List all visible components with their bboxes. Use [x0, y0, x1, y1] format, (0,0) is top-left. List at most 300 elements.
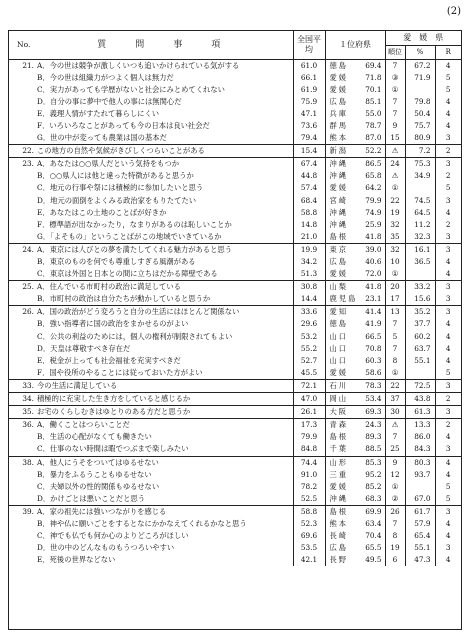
ehime-r: 3: [435, 281, 461, 294]
national-average: 44.8: [293, 170, 325, 182]
ehime-rank: 25: [385, 443, 405, 456]
table-row: [9, 281, 461, 294]
header-ehime: 愛 媛 県: [385, 31, 461, 45]
first-prefecture: 東京: [325, 243, 361, 256]
national-average: 74.4: [293, 456, 325, 469]
header-r: R: [435, 45, 461, 59]
row-number: [9, 207, 35, 219]
first-prefecture: 石川: [325, 379, 361, 392]
question-text: 今の生活に満足している: [35, 379, 293, 392]
ehime-rank: ⚠: [385, 145, 405, 158]
first-prefecture-value: 70.8: [361, 343, 385, 355]
question-text: G．世の中が変っても農業は国の基本だ: [35, 132, 293, 145]
first-prefecture: 愛媛: [329, 481, 349, 491]
table-row: [9, 355, 461, 367]
table-row: [9, 219, 461, 231]
ehime-r: 4: [445, 432, 451, 442]
question-text: B．神や仏に願いごとをするとなにかかなえてくれるかなと思う: [35, 518, 293, 530]
first-prefecture-value: 49.5: [361, 554, 385, 566]
first-prefecture-value: 78.3: [361, 379, 385, 392]
first-prefecture-value: 69.3: [361, 406, 385, 419]
question-text: G．「よそもの」ということばがこの地域でいきているか: [35, 231, 293, 244]
question-text: B．○○県人には他と違った特徴があると思うか: [35, 170, 293, 182]
table-row: [9, 406, 461, 419]
table-row: [9, 231, 461, 244]
table-row: [9, 481, 461, 493]
first-prefecture: 沖縄: [329, 493, 349, 503]
ehime-rank: 22: [385, 195, 405, 207]
first-prefecture: 徳島: [325, 59, 361, 72]
ehime-percent: 34.9: [405, 170, 435, 182]
ehime-percent: 16.1: [405, 243, 435, 256]
first-prefecture-value: 78.7: [361, 120, 385, 132]
row-number: [9, 493, 35, 506]
row-number: 22.: [9, 145, 35, 158]
table-row: [9, 542, 461, 554]
first-prefecture: 千葉: [329, 444, 349, 454]
ehime-percent: [405, 481, 435, 493]
table-row: [9, 331, 461, 343]
ehime-r: 3: [445, 543, 451, 553]
national-average: 51.3: [293, 268, 325, 281]
ehime-rank: 20: [385, 281, 405, 294]
question-text: C．仕事のない時間は暇でつぶまで楽しみたい: [35, 443, 293, 456]
question-text: E．義理人情がすたれて暮らしにくい: [35, 108, 293, 120]
first-prefecture-value: 65.8: [361, 170, 385, 182]
header-question: 質 問 事 項: [35, 31, 293, 59]
ehime-rank: ⚠: [385, 419, 405, 432]
ehime-r: 4: [435, 456, 461, 469]
header-first-prefecture: １位府県: [325, 31, 385, 59]
first-prefecture-value: 25.9: [361, 219, 385, 231]
ehime-percent: 61.7: [405, 505, 435, 518]
table-row: [9, 170, 461, 182]
ehime-rank: 7: [385, 431, 405, 443]
question-text: A．今の世は競争が激しくいつも追いかけられている気がする: [35, 59, 293, 72]
first-prefecture: 愛媛: [329, 367, 349, 377]
first-prefecture-value: 86.5: [361, 158, 385, 171]
ehime-r: 4: [445, 469, 451, 479]
table-row: [9, 207, 461, 219]
first-prefecture-value: 71.8: [361, 72, 385, 84]
ehime-rank: 13: [385, 306, 405, 319]
first-prefecture: 島根: [329, 432, 349, 442]
first-prefecture-value: 60.3: [361, 355, 385, 367]
table-row: [9, 256, 461, 268]
first-prefecture: 愛知: [325, 306, 361, 319]
national-average: 58.8: [293, 207, 325, 219]
table-row: [9, 158, 461, 171]
question-text: E．死後の世界などない: [35, 554, 293, 566]
row-number: [9, 108, 35, 120]
national-average: 30.8: [293, 281, 325, 294]
table-row: [9, 443, 461, 456]
first-prefecture-value: 66.5: [361, 331, 385, 343]
ehime-rank: 17: [385, 293, 405, 306]
ehime-r: 3: [445, 444, 451, 454]
first-prefecture-value: 64.2: [361, 182, 385, 194]
first-prefecture-value: 69.9: [361, 505, 385, 518]
first-prefecture-value: 79.9: [361, 195, 385, 207]
ehime-r: 4: [445, 207, 451, 217]
ehime-r: 5: [445, 481, 451, 491]
first-prefecture-value: 63.4: [361, 518, 385, 530]
ehime-r: 4: [445, 331, 451, 341]
table-row: [9, 393, 461, 406]
national-average: 52.7: [293, 355, 325, 367]
national-average: 73.6: [293, 120, 325, 132]
ehime-r: 2: [435, 145, 461, 158]
first-prefecture: 山形: [325, 456, 361, 469]
ehime-r: 2: [445, 219, 451, 229]
row-number: [9, 182, 35, 194]
national-average: 61.9: [293, 84, 325, 96]
national-average: 79.9: [293, 431, 325, 443]
ehime-percent: 84.3: [405, 443, 435, 456]
first-prefecture-value: 24.3: [361, 419, 385, 432]
row-number: [9, 132, 35, 145]
ehime-percent: 67.2: [405, 59, 435, 72]
first-prefecture: 群馬: [329, 120, 349, 130]
question-text: C．夫婦以外の性的関係もゆるせない: [35, 481, 293, 493]
national-average: 57.4: [293, 182, 325, 194]
first-prefecture-value: 53.4: [361, 393, 385, 406]
table-row: [9, 469, 461, 481]
ehime-r: 4: [445, 355, 451, 365]
ehime-rank: 7: [385, 59, 405, 72]
first-prefecture: 青森: [325, 419, 361, 432]
table-row: [9, 554, 461, 566]
question-text: C．東京は外国と日本との間に立ちはだかる障壁である: [35, 268, 293, 281]
ehime-rank: ①: [385, 182, 405, 194]
ehime-percent: 13.3: [405, 419, 435, 432]
row-number: [9, 518, 35, 530]
national-average: 29.6: [293, 318, 325, 330]
ehime-rank: 10: [385, 256, 405, 268]
first-prefecture: 岡山: [325, 393, 361, 406]
ehime-percent: 15.6: [405, 293, 435, 306]
national-average: 68.4: [293, 195, 325, 207]
first-prefecture-value: 68.3: [361, 493, 385, 506]
first-prefecture-value: 72.0: [361, 268, 385, 281]
table-row: [9, 108, 461, 120]
first-prefecture: 山梨: [325, 281, 361, 294]
ehime-r: 4: [445, 96, 451, 106]
row-number: 38.: [9, 456, 35, 469]
first-prefecture-value: 41.9: [361, 318, 385, 330]
row-number: [9, 443, 35, 456]
ehime-rank: 26: [385, 505, 405, 518]
question-text: D．かけごとは悪いことだと思う: [35, 493, 293, 506]
ehime-rank: 19: [385, 207, 405, 219]
table-row: [9, 195, 461, 207]
table-row: [9, 456, 461, 469]
question-text: F．国や役所のやることには従っておいた方がよい: [35, 367, 293, 380]
ehime-percent: 64.5: [405, 207, 435, 219]
question-text: お宅のくらしむきはゆとりのある方だと思うか: [35, 406, 293, 419]
row-number: [9, 542, 35, 554]
first-prefecture-value: 74.9: [361, 207, 385, 219]
first-prefecture: 島根: [325, 505, 361, 518]
national-average: 66.1: [293, 72, 325, 84]
ehime-r: 2: [435, 419, 461, 432]
ehime-rank: 32: [385, 243, 405, 256]
ehime-rank: ⚠: [385, 170, 405, 182]
table-row: [9, 293, 461, 306]
ehime-r: 4: [445, 120, 451, 130]
table-row: [9, 530, 461, 542]
ehime-percent: 11.2: [405, 219, 435, 231]
row-number: [9, 343, 35, 355]
national-average: 58.8: [293, 505, 325, 518]
row-number: 35.: [9, 406, 35, 419]
national-average: 45.5: [293, 367, 325, 380]
first-prefecture: 沖縄: [329, 207, 349, 217]
ehime-r: 3: [435, 306, 461, 319]
ehime-percent: 57.9: [405, 518, 435, 530]
row-number: [9, 268, 35, 281]
ehime-percent: 86.0: [405, 431, 435, 443]
table-row: [9, 96, 461, 108]
row-number: [9, 96, 35, 108]
ehime-percent: 43.8: [405, 393, 435, 406]
ehime-r: 4: [445, 319, 451, 329]
row-number: 36.: [9, 419, 35, 432]
first-prefecture: 沖縄: [329, 219, 349, 229]
ehime-rank: 7: [385, 108, 405, 120]
ehime-percent: 36.5: [405, 256, 435, 268]
ehime-rank: 5: [385, 331, 405, 343]
national-average: 55.2: [293, 343, 325, 355]
table-row: [9, 59, 461, 72]
national-average: 26.1: [293, 406, 325, 419]
national-average: 34.2: [293, 256, 325, 268]
first-prefecture: 山口: [329, 343, 349, 353]
ehime-percent: 50.4: [405, 108, 435, 120]
ehime-r: 4: [435, 59, 461, 72]
table-row: [9, 431, 461, 443]
first-prefecture-value: 88.5: [361, 443, 385, 456]
question-text: A．他人にうそをついてはゆるせない: [35, 456, 293, 469]
question-text: D．世の中のどんなものもうつろいやすい: [35, 542, 293, 554]
national-average: 47.0: [293, 393, 325, 406]
ehime-rank: 24: [385, 158, 405, 171]
ehime-r: 3: [435, 379, 461, 392]
national-average: 61.0: [293, 59, 325, 72]
ehime-r: 5: [445, 183, 451, 193]
first-prefecture: 愛媛: [329, 84, 349, 94]
row-number: [9, 256, 35, 268]
first-prefecture-value: 41.4: [361, 306, 385, 319]
row-number: [9, 367, 35, 380]
ehime-rank: 9: [385, 456, 405, 469]
ehime-percent: 60.2: [405, 331, 435, 343]
row-number: 24.: [9, 243, 35, 256]
first-prefecture-value: 70.4: [361, 530, 385, 542]
row-number: [9, 170, 35, 182]
first-prefecture-value: 55.0: [361, 108, 385, 120]
question-text: A．あなたは○○県人だという気持をもつか: [35, 158, 293, 171]
ehime-r: 3: [445, 231, 451, 241]
national-average: 21.0: [293, 231, 325, 244]
first-prefecture: 沖縄: [325, 158, 361, 171]
ehime-r: 2: [435, 393, 461, 406]
question-text: D．自分の事に夢中で他人の事には無関心だ: [35, 96, 293, 108]
ehime-percent: 75.7: [405, 120, 435, 132]
question-text: B．強い指導者に国の政治をまかせるのがよい: [35, 318, 293, 330]
ehime-r: 5: [445, 367, 451, 377]
first-prefecture-value: 39.0: [361, 243, 385, 256]
ehime-percent: 80.9: [405, 132, 435, 145]
page-number: (2): [446, 6, 461, 17]
ehime-percent: 32.3: [405, 231, 435, 244]
ehime-rank: 7: [385, 96, 405, 108]
row-number: [9, 84, 35, 96]
first-prefecture-value: 85.2: [361, 481, 385, 493]
row-number: [9, 318, 35, 330]
national-average: 14.8: [293, 219, 325, 231]
first-prefecture: 広島: [329, 257, 349, 266]
ehime-rank: 7: [385, 318, 405, 330]
ehime-percent: 37.7: [405, 318, 435, 330]
table-row: [9, 243, 461, 256]
table-row: [9, 182, 461, 194]
ehime-percent: 93.7: [405, 469, 435, 481]
ehime-rank: 19: [385, 542, 405, 554]
first-prefecture-value: 41.8: [361, 281, 385, 294]
national-average: 84.8: [293, 443, 325, 456]
national-average: 42.1: [293, 554, 325, 566]
ehime-percent: 55.1: [405, 542, 435, 554]
row-number: 25.: [9, 281, 35, 294]
ehime-percent: [405, 268, 435, 281]
ehime-percent: 74.5: [405, 195, 435, 207]
first-prefecture-value: 69.4: [361, 59, 385, 72]
table-row: [9, 343, 461, 355]
first-prefecture: 沖縄: [329, 171, 349, 181]
ehime-r: 5: [445, 84, 451, 94]
ehime-r: 4: [445, 257, 451, 266]
row-number: 34.: [9, 393, 35, 406]
ehime-r: 3: [445, 195, 451, 205]
row-number: 26.: [9, 306, 35, 319]
row-number: [9, 195, 35, 207]
ehime-rank: 9: [385, 120, 405, 132]
table-row: [9, 306, 461, 319]
row-number: 33.: [9, 379, 35, 392]
first-prefecture: 鹿児島: [329, 294, 358, 304]
first-prefecture: 愛媛: [329, 183, 349, 193]
ehime-r: 4: [445, 555, 451, 565]
national-average: 78.2: [293, 481, 325, 493]
ehime-r: 4: [445, 269, 451, 279]
first-prefecture: 山口: [329, 331, 349, 341]
ehime-r: 2: [445, 171, 451, 181]
table-row: [9, 379, 461, 392]
ehime-rank: 8: [385, 530, 405, 542]
ehime-r: 4: [445, 343, 451, 353]
first-prefecture: 愛媛: [329, 269, 349, 279]
ehime-r: 5: [445, 72, 451, 82]
first-prefecture-value: 70.1: [361, 84, 385, 96]
question-text: B．東京のものを何でも尊重しすぎる風潮がある: [35, 256, 293, 268]
national-average: 91.0: [293, 469, 325, 481]
table-row: [9, 72, 461, 84]
row-number: [9, 481, 35, 493]
question-text: A．働くことはつらいことだ: [35, 419, 293, 432]
ehime-r: 3: [445, 133, 451, 143]
ehime-percent: [405, 367, 435, 380]
question-text: F．いろいろなことがあっても今の日本は良い社会だ: [35, 120, 293, 132]
ehime-percent: 67.0: [405, 493, 435, 506]
row-number: [9, 219, 35, 231]
first-prefecture: 宮崎: [329, 195, 349, 205]
table-row: [9, 318, 461, 330]
table-row: [9, 84, 461, 96]
ehime-percent: 79.8: [405, 96, 435, 108]
national-average: 69.6: [293, 530, 325, 542]
ehime-rank: 7: [385, 343, 405, 355]
first-prefecture-value: 23.1: [361, 293, 385, 306]
first-prefecture: 広島: [329, 96, 349, 106]
national-average: 79.4: [293, 132, 325, 145]
first-prefecture: 長崎: [329, 531, 349, 541]
ehime-percent: 72.5: [405, 379, 435, 392]
row-number: [9, 554, 35, 566]
row-number: [9, 331, 35, 343]
ehime-rank: ③: [385, 72, 405, 84]
first-prefecture: 熊本: [329, 518, 349, 528]
first-prefecture-value: 95.2: [361, 469, 385, 481]
ehime-r: 3: [435, 505, 461, 518]
row-number: 23.: [9, 158, 35, 171]
table-row: [9, 120, 461, 132]
first-prefecture-value: 87.0: [361, 132, 385, 145]
question-text: A．東京には人びとの夢を満たしてくれる魅力があると思う: [35, 243, 293, 256]
ehime-r: 3: [435, 406, 461, 419]
ehime-percent: 35.2: [405, 306, 435, 319]
ehime-r: 3: [435, 243, 461, 256]
first-prefecture-value: 65.5: [361, 542, 385, 554]
national-average: 67.4: [293, 158, 325, 171]
ehime-percent: 55.1: [405, 355, 435, 367]
ehime-rank: ①: [385, 481, 405, 493]
row-number: [9, 293, 35, 306]
ehime-r: 4: [445, 518, 451, 528]
first-prefecture-value: 85.1: [361, 96, 385, 108]
ehime-r: 3: [435, 158, 461, 171]
ehime-percent: 7.2: [405, 145, 435, 158]
question-text: A．家の祖先には強いつながりを感じる: [35, 505, 293, 518]
table-row: [9, 493, 461, 506]
first-prefecture: 新潟: [325, 145, 361, 158]
table-row: [9, 132, 461, 145]
ehime-rank: 30: [385, 406, 405, 419]
row-number: [9, 120, 35, 132]
national-average: 53.5: [293, 542, 325, 554]
ehime-r: 3: [445, 294, 451, 304]
ehime-percent: 80.3: [405, 456, 435, 469]
header-rank: 順位: [385, 45, 405, 59]
question-text: D．天皇は尊敬すべき存在だ: [35, 343, 293, 355]
national-average: 53.2: [293, 331, 325, 343]
table-row: [9, 268, 461, 281]
survey-table: [9, 31, 461, 566]
ehime-rank: 7: [385, 518, 405, 530]
header-no: No.: [9, 31, 35, 59]
first-prefecture: 山口: [329, 355, 349, 365]
national-average: 14.4: [293, 293, 325, 306]
